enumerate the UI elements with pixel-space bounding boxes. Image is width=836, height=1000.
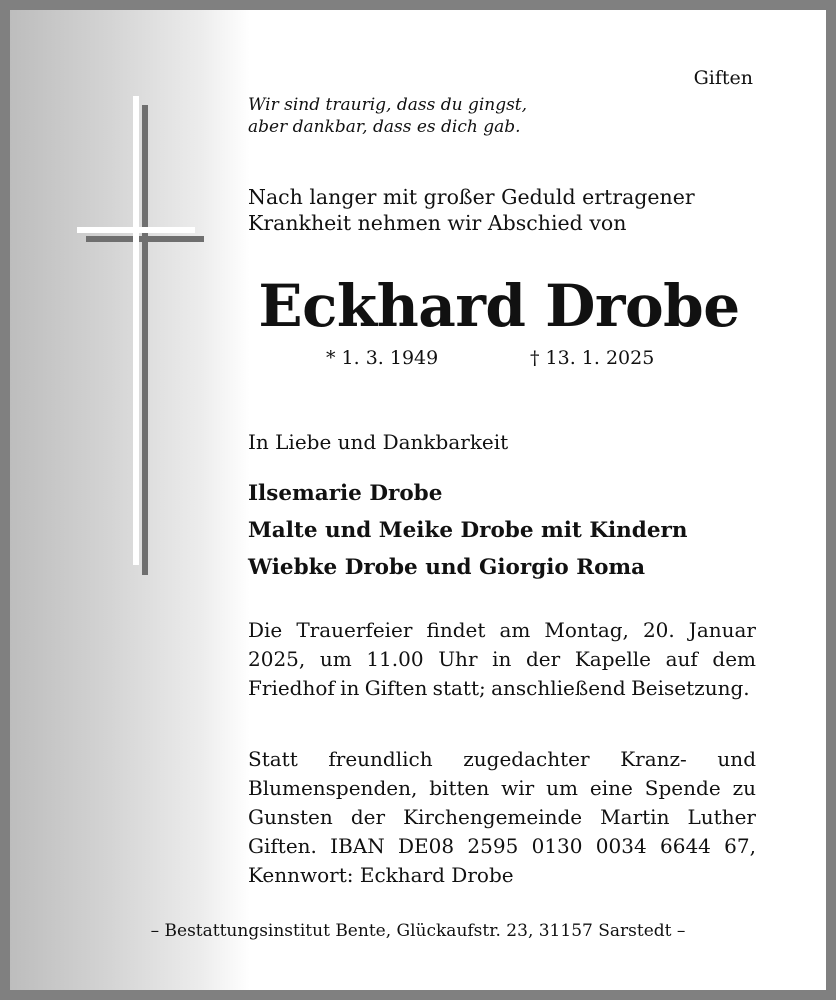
birth-date: * 1. 3. 1949 [326,347,439,369]
intro-line: Nach langer mit großer Geduld ertragener [248,185,695,209]
funeral-home: – Bestattungsinstitut Bente, Glückaufstr. 23, 31157 Sarstedt – [150,921,686,941]
motto [248,94,527,138]
cross-vertical-bar [133,96,139,565]
service-info: Die Trauerfeier findet am Montag, 20. Januar 2025, um 11.00 Uhr in der Kapelle auf dem Friedhof in Giften statt; anschließend Beisetzung. [248,618,756,700]
cross-shadow-vertical [142,105,148,575]
closing-phrase: In Liebe und Dankbarkeit [248,430,509,454]
cross-horizontal-bar [77,227,195,233]
motto-line: aber dankbar, dass es dich gab. [248,117,521,137]
mourner: Malte und Meike Drobe mit Kindern [248,518,688,543]
cross-shadow-horizontal [86,236,204,242]
mourner: Wiebke Drobe und Giorgio Roma [248,555,646,580]
place-name: Giften [693,67,753,89]
intro-line: Krankheit nehmen wir Abschied von [248,211,627,235]
mourners-list [248,475,687,586]
death-date: † 13. 1. 2025 [530,347,655,369]
motto-line: Wir sind traurig, dass du gingst, [248,95,528,115]
mourner: Ilsemarie Drobe [248,481,443,506]
deceased-name: Eckhard Drobe [258,272,740,340]
intro-text [248,184,695,236]
obituary-notice [10,10,826,990]
donation-info: Statt freundlich zugedachter Kranz- und Blumenspenden, bitten wir um eine Spende zu Gunsten der Kirchengemeinde Martin Luther Giften. IBAN DE08 2595 0130 0034 6644 67, Kennwort: Eckhard Drobe [248,747,756,887]
